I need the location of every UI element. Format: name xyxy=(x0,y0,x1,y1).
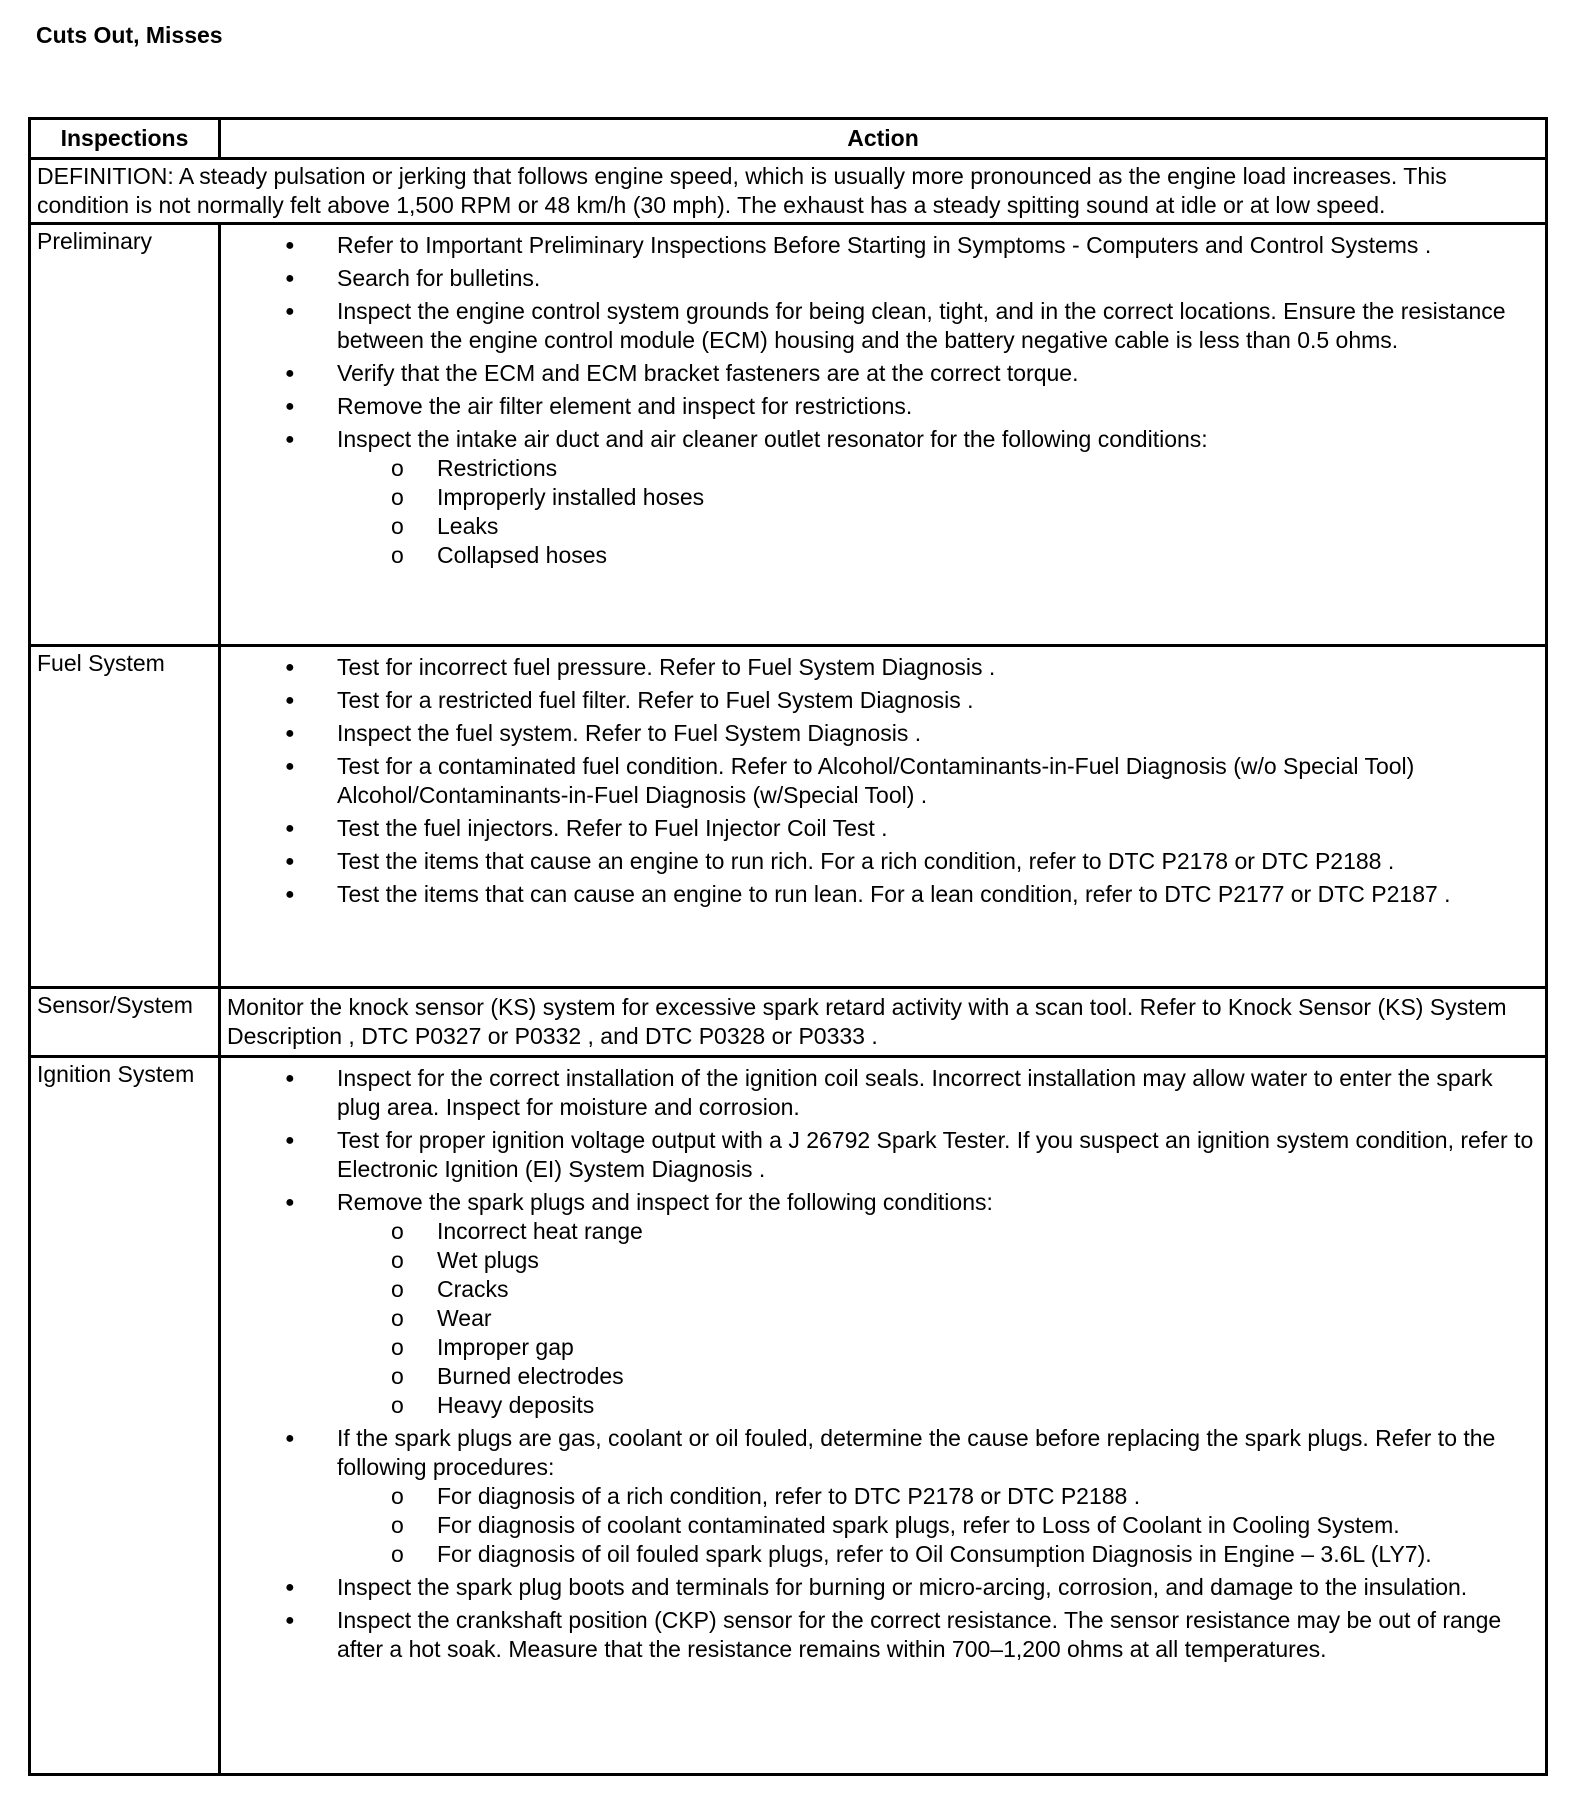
list-item: ● Test for a restricted fuel filter. Refer to Fuel System Diagnosis . xyxy=(337,686,1539,715)
list-item: ● Inspect the crankshaft position (CKP) sensor for the correct resistance. The sensor resistance may be out of range after a hot soak. Measure that the resistance remains within 700–1,200 ohms at all temperatures. xyxy=(337,1606,1539,1664)
list-item: ● Verify that the ECM and ECM bracket fasteners are at the correct torque. xyxy=(337,359,1539,388)
list-item: ● Inspect for the correct installation of the ignition coil seals. Incorrect installation may allow water to enter the spark plug area. Inspect for moisture and corrosion. xyxy=(337,1064,1539,1122)
sub-list-item: o Incorrect heat range xyxy=(437,1217,1539,1246)
list-item: ● Test for incorrect fuel pressure. Refer to Fuel System Diagnosis . xyxy=(337,653,1539,682)
list-item-text: Inspect the intake air duct and air cleaner outlet resonator for the following conditions: xyxy=(337,426,1208,452)
table-row xyxy=(30,224,1547,646)
header-inspections: Inspections xyxy=(30,119,220,159)
list-item: ● Test for proper ignition voltage output with a J 26792 Spark Tester. If you suspect an ignition system condition, refer to Electronic Ignition (EI) System Diagnosis . xyxy=(337,1126,1539,1184)
list-item: ● Inspect the fuel system. Refer to Fuel System Diagnosis . xyxy=(337,719,1539,748)
sub-list-item: o Cracks xyxy=(437,1275,1539,1304)
table-row xyxy=(30,1057,1547,1775)
sub-list-item: o For diagnosis of a rich condition, refer to DTC P2178 or DTC P2188 . xyxy=(437,1482,1539,1511)
inspection-table xyxy=(28,117,1548,1776)
table-row xyxy=(30,988,1547,1057)
sub-list-item: o Improper gap xyxy=(437,1333,1539,1362)
sub-list-item: o Restrictions xyxy=(437,454,1539,483)
list-item xyxy=(337,1424,1539,1569)
list-item-text: Remove the spark plugs and inspect for the following conditions: xyxy=(337,1189,993,1215)
row-action-preliminary xyxy=(220,224,1547,646)
header-action: Action xyxy=(220,119,1547,159)
page-title: Cuts Out, Misses xyxy=(36,22,223,48)
table-row xyxy=(30,646,1547,988)
sub-list-item: o Burned electrodes xyxy=(437,1362,1539,1391)
sub-list-item: o Improperly installed hoses xyxy=(437,483,1539,512)
sub-list-item: o Leaks xyxy=(437,512,1539,541)
row-label-preliminary: Preliminary xyxy=(30,224,220,646)
sub-list-item: o Wear xyxy=(437,1304,1539,1333)
definition-row xyxy=(30,159,1547,224)
row-label-fuel-system: Fuel System xyxy=(30,646,220,988)
row-action-sensor-system: Monitor the knock sensor (KS) system for excessive spark retard activity with a scan tool. Refer to Knock Sensor (KS) System Description , DTC P0327 or P0332 , and DTC P0328 or P0333 . xyxy=(220,988,1547,1057)
sub-list-item: o Wet plugs xyxy=(437,1246,1539,1275)
list-item: ● Test for a contaminated fuel condition. Refer to Alcohol/Contaminants-in-Fuel Diagnosis (w/o Special Tool) Alcohol/Contaminants-in-Fuel Diagnosis (w/Special Tool) . xyxy=(337,752,1539,810)
sub-list-item: o For diagnosis of coolant contaminated spark plugs, refer to Loss of Coolant in Cooling System. xyxy=(437,1511,1539,1540)
row-label-ignition-system: Ignition System xyxy=(30,1057,220,1775)
list-item: ● Inspect the engine control system grounds for being clean, tight, and in the correct locations. Ensure the resistance between the engine control module (ECM) housing and the battery negative cable is less than 0.5 ohms. xyxy=(337,297,1539,355)
list-item: ● Test the items that cause an engine to run rich. For a rich condition, refer to DTC P2178 or DTC P2188 . xyxy=(337,847,1539,876)
list-item: ● Test the items that can cause an engine to run lean. For a lean condition, refer to DTC P2177 or DTC P2187 . xyxy=(337,880,1539,909)
definition-text: DEFINITION: A steady pulsation or jerking that follows engine speed, which is usually more pronounced as the engine load increases. This condition is not normally felt above 1,500 RPM or 48 km/h (30 mph). The exhaust has a steady spitting sound at idle or at low speed. xyxy=(30,159,1547,224)
row-action-ignition-system xyxy=(220,1057,1547,1775)
row-label-sensor-system: Sensor/System xyxy=(30,988,220,1057)
list-item: ● Remove the air filter element and inspect for restrictions. xyxy=(337,392,1539,421)
row-action-fuel-system xyxy=(220,646,1547,988)
sub-list-item: o For diagnosis of oil fouled spark plugs, refer to Oil Consumption Diagnosis in Engine – 3.6L (LY7). xyxy=(437,1540,1539,1569)
list-item: ● Search for bulletins. xyxy=(337,264,1539,293)
table-header-row xyxy=(30,119,1547,159)
sub-list-item: o Collapsed hoses xyxy=(437,541,1539,570)
list-item xyxy=(337,425,1539,570)
sub-list-item: o Heavy deposits xyxy=(437,1391,1539,1420)
list-item: ● Test the fuel injectors. Refer to Fuel Injector Coil Test . xyxy=(337,814,1539,843)
list-item-text: If the spark plugs are gas, coolant or oil fouled, determine the cause before replacing the spark plugs. Refer to the following procedures: xyxy=(337,1425,1496,1480)
list-item: ● Refer to Important Preliminary Inspections Before Starting in Symptoms - Computers and Control Systems . xyxy=(337,231,1539,260)
list-item xyxy=(337,1188,1539,1420)
list-item: ● Inspect the spark plug boots and terminals for burning or micro-arcing, corrosion, and damage to the insulation. xyxy=(337,1573,1539,1602)
